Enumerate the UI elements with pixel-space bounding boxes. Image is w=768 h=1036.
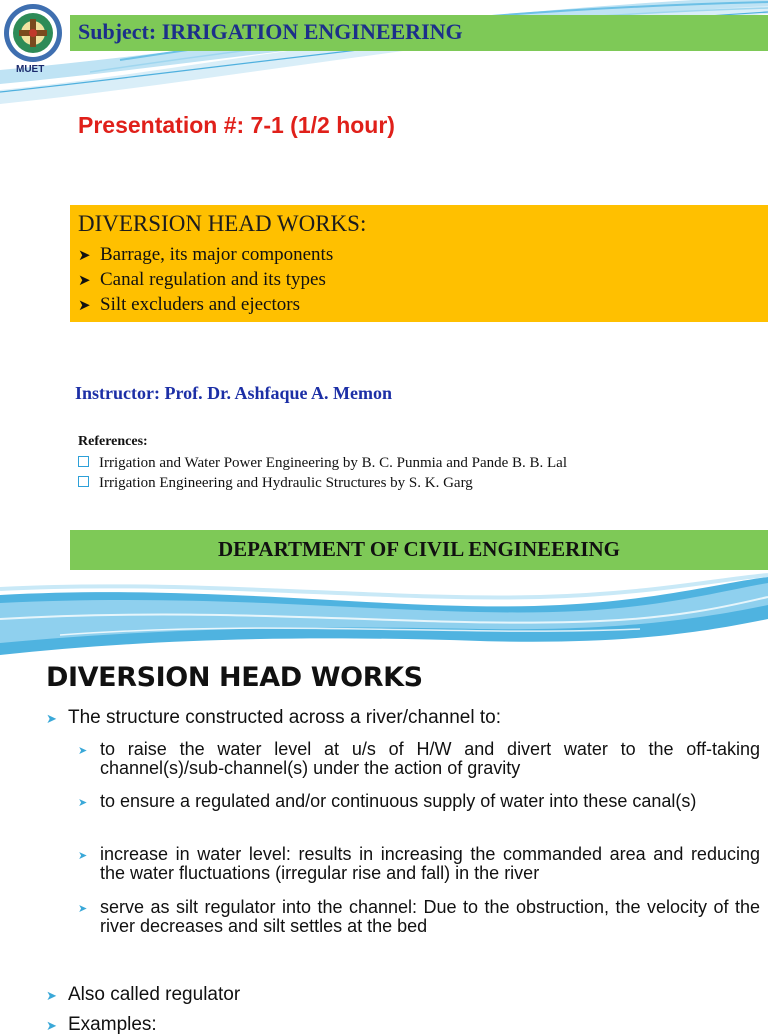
topic-item-text: Silt excluders and ejectors [100, 294, 300, 315]
slide-content [0, 575, 768, 1035]
list-item [46, 984, 240, 1006]
logo-label: MUET [16, 64, 45, 75]
point-text: increase in water level: results in increasing the commanded area and reducing the water fluctuations (irregular rise and fall) in the river [100, 844, 760, 883]
triangle-bullet-icon: ➤ [78, 903, 88, 915]
list-item [78, 740, 760, 778]
list-item [78, 453, 567, 473]
topic-box [70, 205, 768, 322]
triangle-bullet-icon: ➤ [46, 988, 57, 1003]
list-item [78, 898, 760, 936]
hollow-square-bullet-icon [78, 456, 89, 467]
triangle-bullet-icon: ➤ [78, 797, 88, 809]
list-item [78, 473, 567, 493]
list-item [46, 1014, 157, 1036]
right-arrow-bullet-icon: ➤ [78, 248, 91, 264]
point-text: serve as silt regulator into the channel: Due to the obstruction, the velocity of the river decreases and silt settles at the bed [100, 897, 760, 936]
list-item [78, 267, 333, 292]
department-banner [70, 530, 768, 570]
topic-list [78, 242, 333, 317]
right-arrow-bullet-icon: ➤ [78, 298, 91, 314]
references-list [78, 453, 567, 493]
list-item [46, 707, 501, 729]
reference-text: Irrigation and Water Power Engineering by B. C. Punmia and Pande B. B. Lal [99, 455, 568, 471]
muet-logo [2, 2, 64, 64]
subject-banner [70, 15, 768, 51]
header-wave-decoration [0, 575, 768, 655]
list-item [78, 242, 333, 267]
subject-title: Subject: IRRIGATION ENGINEERING [78, 19, 463, 44]
slide-title-text: DIVERSION HEAD WORKS [46, 662, 423, 693]
reference-text: Irrigation Engineering and Hydraulic Structures by S. K. Garg [99, 475, 473, 491]
right-arrow-bullet-icon: ➤ [78, 273, 91, 289]
list-item [78, 292, 333, 317]
references-heading: References: [78, 434, 148, 449]
hollow-square-bullet-icon [78, 476, 89, 487]
intro-text: The structure constructed across a river/channel to: [68, 707, 501, 728]
department-name: DEPARTMENT OF CIVIL ENGINEERING [217, 537, 620, 561]
point-text: to raise the water level at u/s of H/W and divert water to the off-taking channel(s)/sub-channel(s) under the action of gravity [100, 739, 760, 778]
topic-item-text: Canal regulation and its types [100, 269, 326, 290]
list-item [78, 845, 760, 883]
triangle-bullet-icon: ➤ [46, 1018, 57, 1033]
examples-text: Examples: [68, 1014, 157, 1035]
instructor-name: Instructor: Prof. Dr. Ashfaque A. Memon [75, 383, 392, 403]
presentation-number: Presentation #: 7-1 (1/2 hour) [78, 112, 395, 138]
list-item [78, 792, 760, 811]
point-text: to ensure a regulated and/or continuous supply of water into these canal(s) [100, 791, 697, 811]
triangle-bullet-icon: ➤ [78, 745, 88, 757]
topic-title: DIVERSION HEAD WORKS: [78, 211, 367, 236]
triangle-bullet-icon: ➤ [78, 850, 88, 862]
topic-item-text: Barrage, its major components [100, 244, 334, 265]
triangle-bullet-icon: ➤ [46, 711, 57, 726]
also-called-text: Also called regulator [68, 984, 241, 1005]
